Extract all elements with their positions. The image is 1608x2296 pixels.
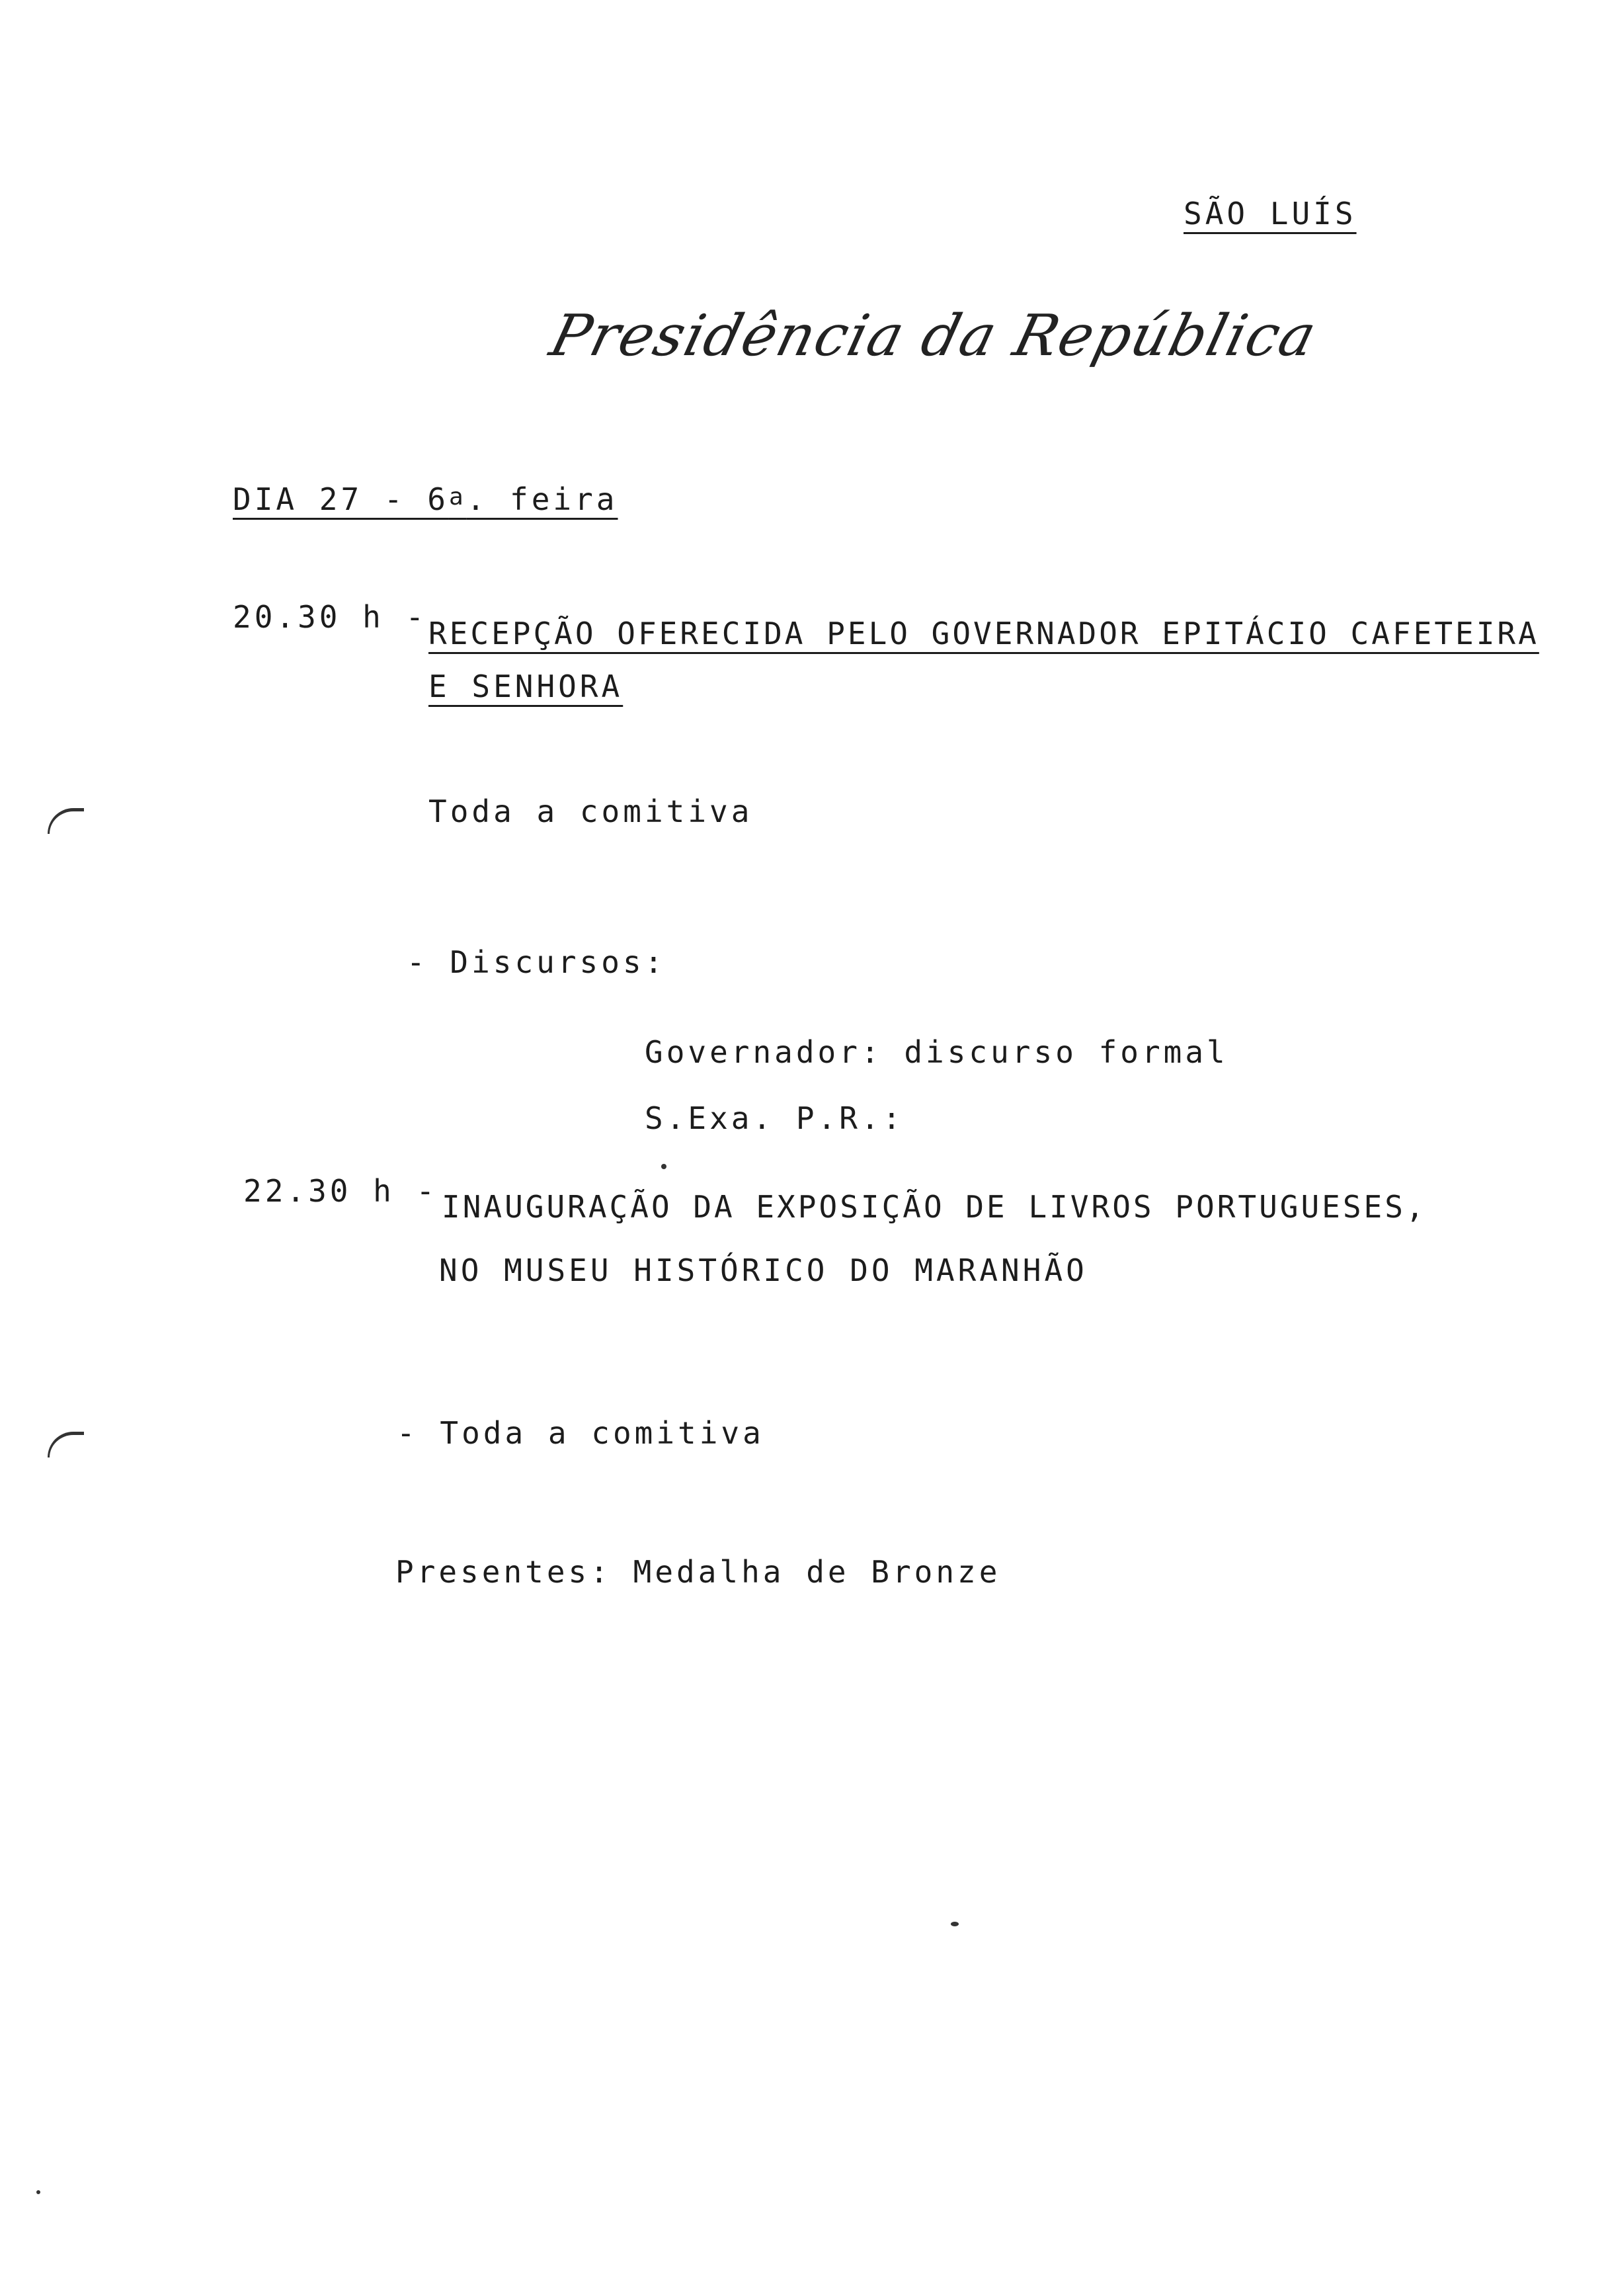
city-heading: SÃO LUÍS [1184, 196, 1357, 231]
day-suffix: . feira [466, 481, 618, 517]
scan-speck [951, 1922, 959, 1926]
event2-title-line2: NO MUSEU HISTÓRICO DO MARANHÃO [439, 1252, 1088, 1288]
event1-title-line2: E SENHORA [428, 669, 623, 704]
event1-title-line1: RECEPÇÃO OFERECIDA PELO GOVERNADOR EPITÁCIO CAFETEIRA [428, 616, 1539, 651]
event2-attendees: - Toda a comitiva [397, 1415, 764, 1451]
event2-title-line1: INAUGURAÇÃO DA EXPOSIÇÃO DE LIVROS PORTUGUESES, [442, 1189, 1427, 1225]
event1-speeches-label: - Discursos: [407, 944, 666, 980]
punch-hole-mark [48, 1432, 84, 1457]
scan-speck [661, 1164, 666, 1169]
event1-attendees: Toda a comitiva [428, 794, 753, 829]
event1-time: 20.30 h - [233, 599, 428, 635]
event1-speech-1: Governador: discurso formal [645, 1034, 1228, 1070]
day-heading [233, 481, 618, 517]
punch-hole-mark [48, 808, 84, 834]
event2-gifts: Presentes: Medalha de Bronze [395, 1554, 1001, 1590]
letterhead: Presidência da República [543, 303, 1324, 369]
day-prefix: DIA 27 - 6 [233, 481, 449, 517]
event2-time: 22.30 h - [243, 1173, 438, 1209]
day-ordinal: a [448, 483, 467, 511]
event1-speech-2: S.Exa. P.R.: [645, 1100, 904, 1136]
scan-speck [36, 2190, 40, 2194]
